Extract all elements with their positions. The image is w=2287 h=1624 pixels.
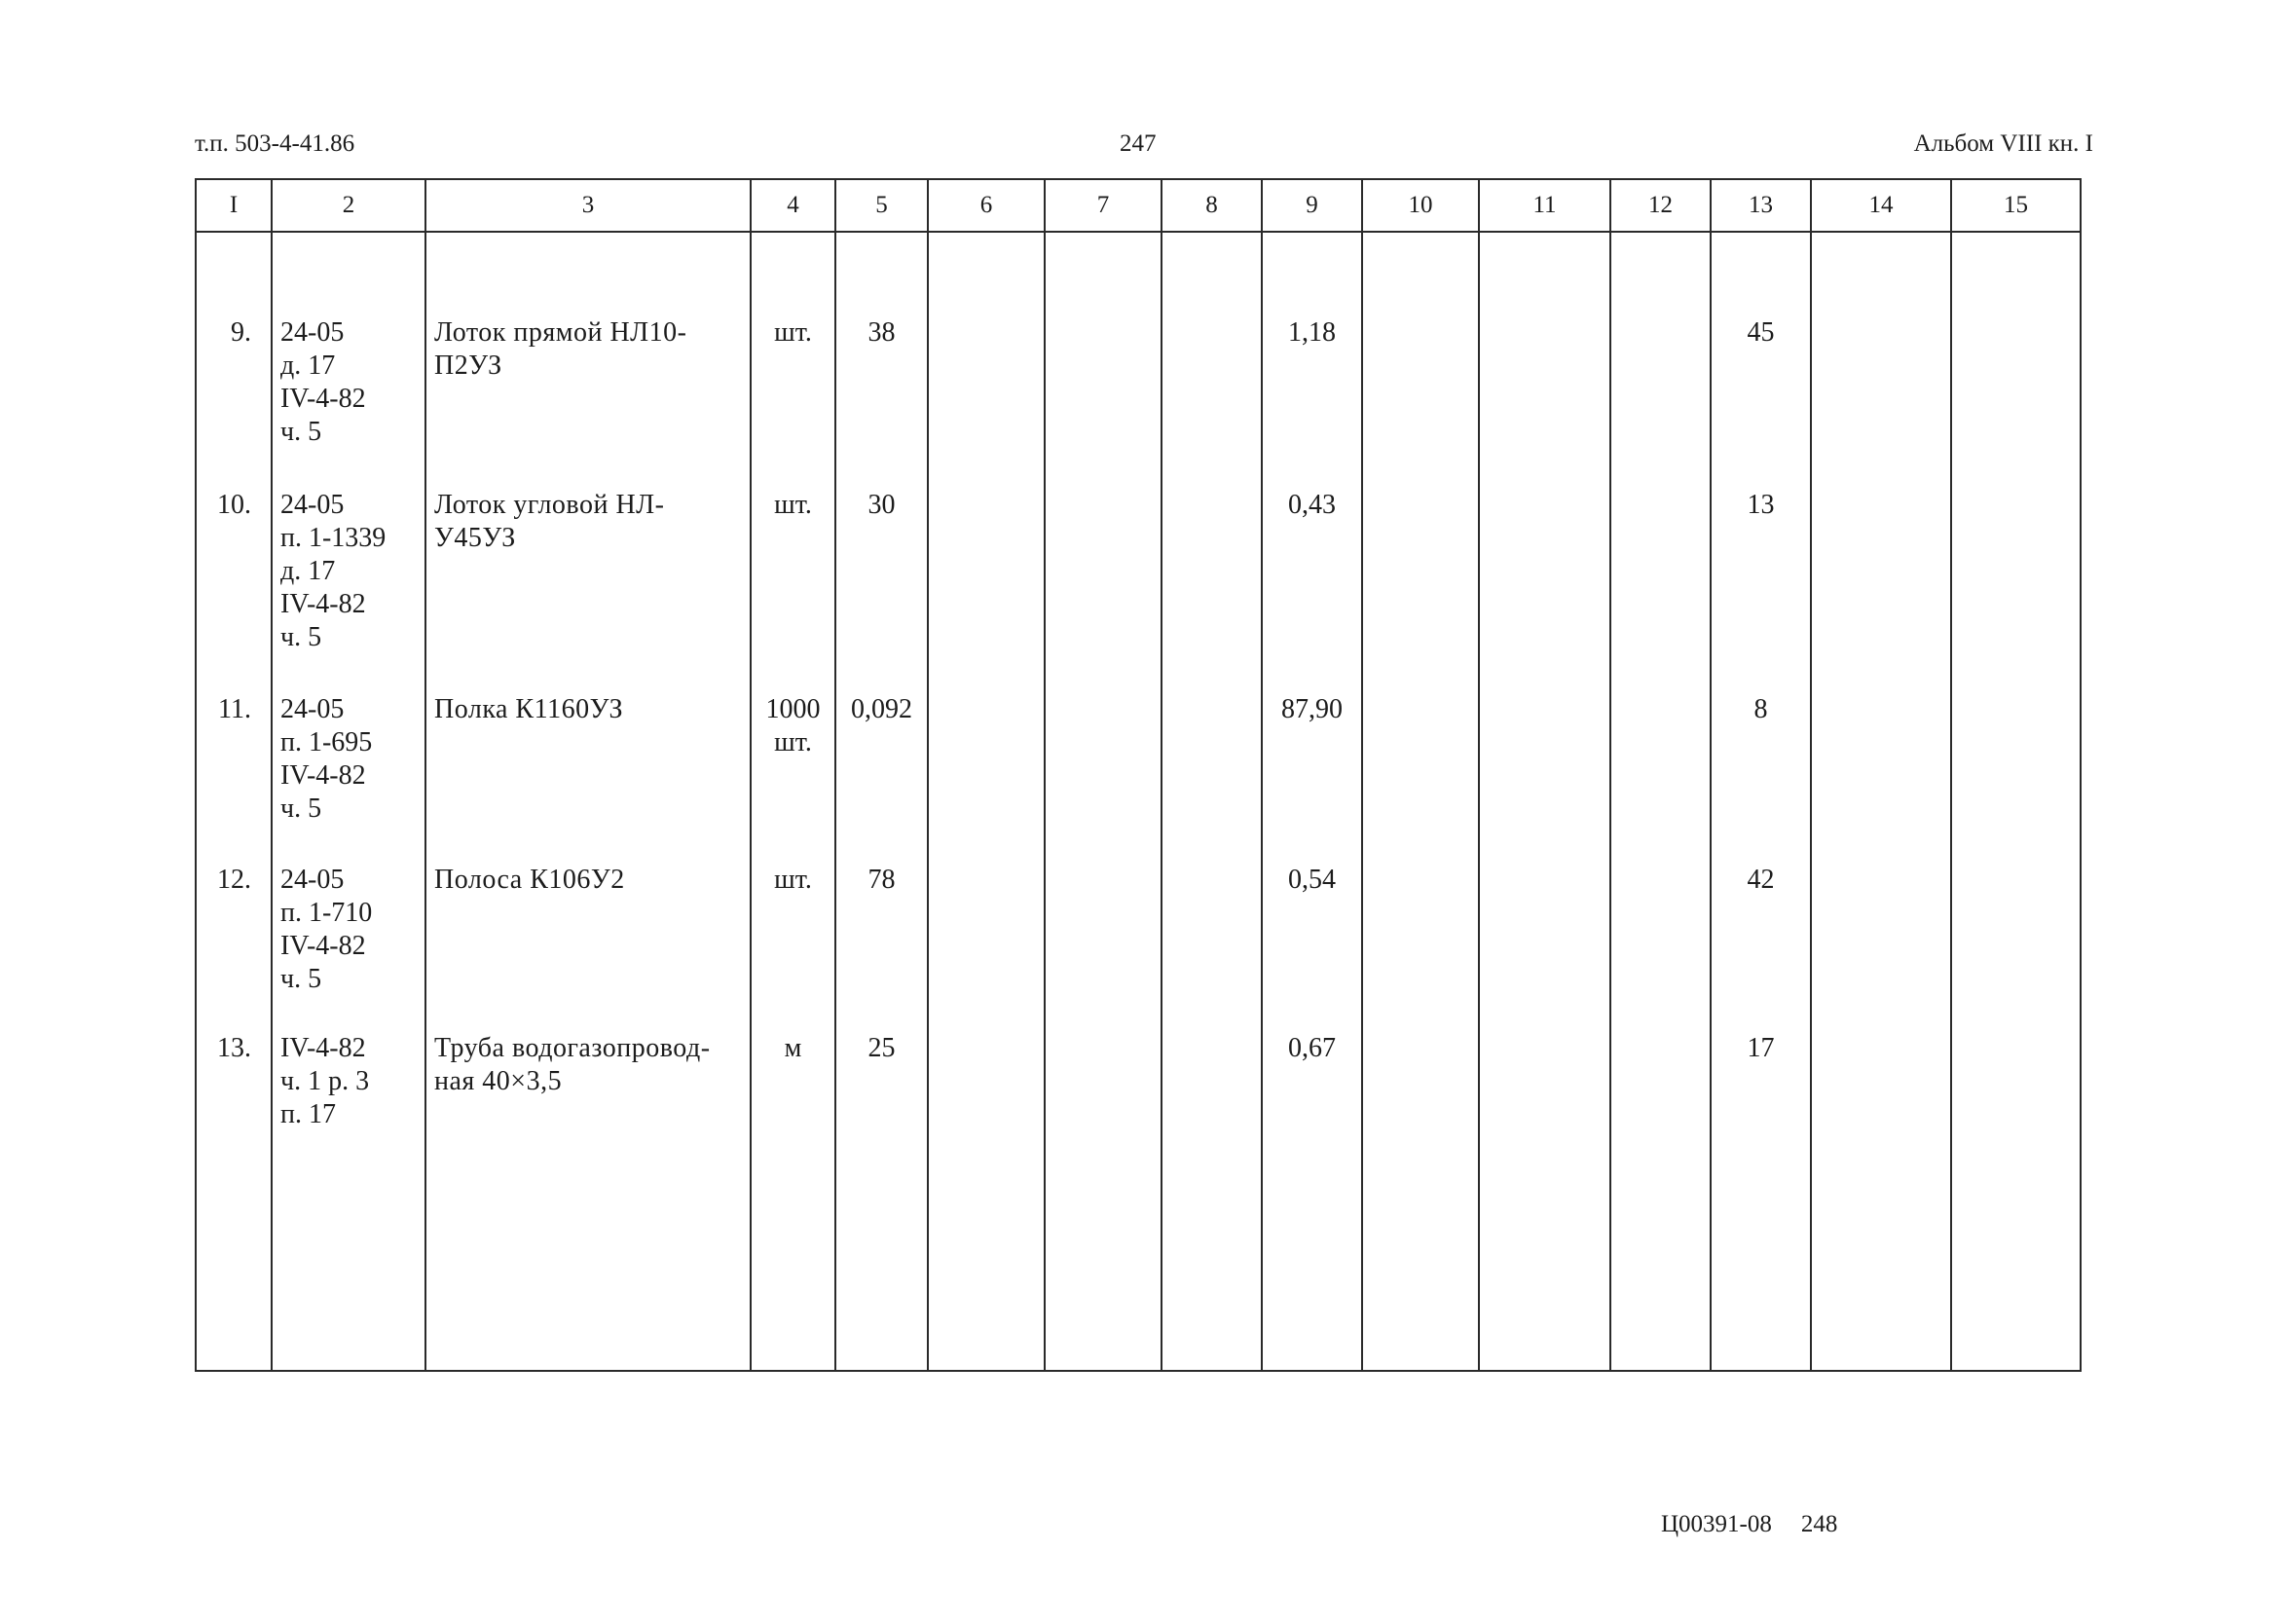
quantity: 25 — [835, 1030, 928, 1371]
value-col-13: 45 — [1711, 232, 1811, 489]
footer-stamp — [1661, 1510, 1837, 1539]
row-number: 12. — [196, 862, 272, 1030]
value-col-9: 0,43 — [1262, 489, 1362, 691]
column-header: 6 — [928, 179, 1045, 232]
album-label: Альбом VIII кн. I — [1913, 130, 2093, 157]
table-row — [196, 862, 2081, 1030]
column-header: I — [196, 179, 272, 232]
table-row — [196, 1030, 2081, 1371]
reference-code: 24-05 п. 1-1339 д. 17 IV-4-82 ч. 5 — [272, 489, 425, 691]
item-name: Лоток прямой НЛ10- П2УЗ — [425, 232, 751, 489]
row-number: 13. — [196, 1030, 272, 1371]
value-col-9: 0,67 — [1262, 1030, 1362, 1371]
column-header: 15 — [1951, 179, 2081, 232]
column-header: 14 — [1811, 179, 1951, 232]
column-header: 11 — [1479, 179, 1610, 232]
reference-code: 24-05 п. 1-710 IV-4-82 ч. 5 — [272, 862, 425, 1030]
item-name: Труба водогазопровод- ная 40×3,5 — [425, 1030, 751, 1371]
unit: шт. — [751, 862, 835, 1030]
row-number: 9. — [196, 232, 272, 489]
quantity: 30 — [835, 489, 928, 691]
value-col-13: 17 — [1711, 1030, 1811, 1371]
value-col-13: 42 — [1711, 862, 1811, 1030]
unit: 1000 шт. — [751, 691, 835, 862]
item-name: Лоток угловой НЛ- У45УЗ — [425, 489, 751, 691]
column-header: 9 — [1262, 179, 1362, 232]
specification-table — [195, 178, 2082, 1372]
page-number: 247 — [1120, 130, 1157, 157]
value-col-9: 1,18 — [1262, 232, 1362, 489]
column-header: 12 — [1610, 179, 1711, 232]
row-number: 11. — [196, 691, 272, 862]
footer-page: 248 — [1800, 1511, 1838, 1537]
table-row — [196, 691, 2081, 862]
column-number-row — [196, 179, 2081, 232]
item-name: Полка К1160УЗ — [425, 691, 751, 862]
value-col-9: 87,90 — [1262, 691, 1362, 862]
column-header: 3 — [425, 179, 751, 232]
column-header: 8 — [1162, 179, 1262, 232]
table-row — [196, 232, 2081, 489]
quantity: 38 — [835, 232, 928, 489]
quantity: 78 — [835, 862, 928, 1030]
value-col-13: 8 — [1711, 691, 1811, 862]
column-header: 7 — [1045, 179, 1162, 232]
value-col-9: 0,54 — [1262, 862, 1362, 1030]
column-header: 2 — [272, 179, 425, 232]
column-header: 13 — [1711, 179, 1811, 232]
unit: м — [751, 1030, 835, 1371]
column-header: 4 — [751, 179, 835, 232]
quantity: 0,092 — [835, 691, 928, 862]
reference-code: 24-05 п. 1-695 IV-4-82 ч. 5 — [272, 691, 425, 862]
item-name: Полоса К106У2 — [425, 862, 751, 1030]
table-row — [196, 489, 2081, 691]
document-code: т.п. 503-4-41.86 — [195, 130, 355, 157]
row-number: 10. — [196, 489, 272, 691]
value-col-13: 13 — [1711, 489, 1811, 691]
unit: шт. — [751, 232, 835, 489]
column-header: 10 — [1362, 179, 1479, 232]
column-header: 5 — [835, 179, 928, 232]
reference-code: IV-4-82 ч. 1 р. 3 п. 17 — [272, 1030, 425, 1371]
unit: шт. — [751, 489, 835, 691]
footer-code: Ц00391-08 — [1661, 1511, 1772, 1537]
reference-code: 24-05 д. 17 IV-4-82 ч. 5 — [272, 232, 425, 489]
